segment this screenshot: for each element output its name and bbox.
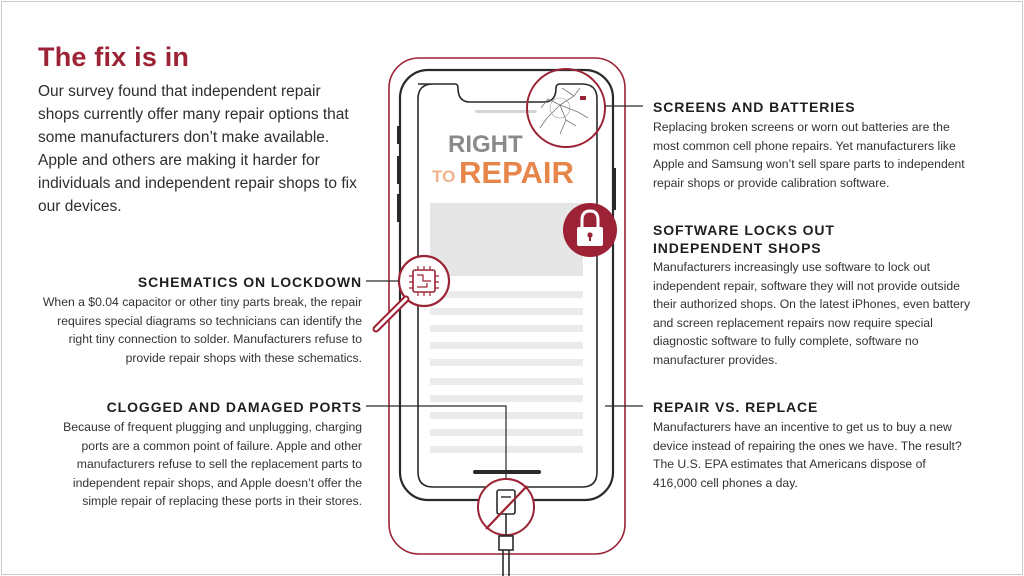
- intro-paragraph: Our survey found that independent repair shops currently offer many repair options that some manufacturers don’t make available. Apple and others are making it harder for individuals and independent repair shops to fix our devices.: [38, 83, 357, 215]
- replace-heading: REPAIR VS. REPLACE: [653, 399, 819, 415]
- padlock-icon: [563, 203, 617, 257]
- screen-text-line: [430, 291, 583, 298]
- logo-to: TO: [432, 167, 456, 186]
- schematics-heading: SCHEMATICS ON LOCKDOWN: [137, 274, 362, 290]
- screen-text-line: [430, 395, 583, 402]
- screen-text-line: [430, 359, 583, 366]
- ports-heading: CLOGGED AND DAMAGED PORTS: [106, 399, 362, 415]
- screen-text-line: [430, 308, 583, 315]
- schematics-body: When a $0.04 capacitor or other tiny parts break, the repair requires special diagrams so technicians can identify the right tiny connection to solder. Manufacturers refuse to provide repair shops with these schematics.: [42, 295, 362, 365]
- screens-body: Replacing broken screens or worn out batteries are the most common cell phone repairs. Yet manufacturers like Apple and Samsung won’t sell spare parts to independent repair shops or provide calibration software.: [653, 120, 965, 190]
- side-button-power: [613, 168, 616, 210]
- screen-text-line: [430, 378, 583, 385]
- side-button-mute: [397, 126, 400, 144]
- battery-indicator: [580, 96, 586, 100]
- page-title: The fix is in: [38, 42, 190, 72]
- ports-body: Because of frequent plugging and unplugging, charging ports are a common point of failure. Apple and other manufacturers refuse to sell the replacement parts to independent repair shops, and Apple doesn’t offer the simple repair of replacing these ports in their stores.: [63, 420, 362, 508]
- side-button-volume-up: [397, 156, 400, 184]
- software-body: Manufacturers increasingly use software to lock out independent repair, software they will not provide outside their authorized shops. On the latest iPhones, even battery and screen replacement repairs now require special diagnostic software to fully complete, software no manufacturer provides.: [653, 260, 971, 367]
- screen-text-line: [430, 325, 583, 332]
- screen-image-placeholder: [430, 203, 583, 276]
- software-heading-line2: INDEPENDENT SHOPS: [653, 240, 822, 256]
- side-button-volume-down: [397, 194, 400, 222]
- screen-text-line: [430, 342, 583, 349]
- software-heading-line1: SOFTWARE LOCKS OUT: [653, 222, 835, 238]
- screens-heading: SCREENS AND BATTERIES: [653, 99, 856, 115]
- home-indicator: [473, 470, 541, 474]
- logo-repair: REPAIR: [459, 155, 574, 190]
- logo-right: RIGHT: [448, 131, 523, 158]
- replace-body: Manufacturers have an incentive to get us to buy a new device instead of repairing the ones we have. The result? The U.S. EPA estimates that Americans dispose of 416,000 cell phones a day.: [653, 420, 962, 490]
